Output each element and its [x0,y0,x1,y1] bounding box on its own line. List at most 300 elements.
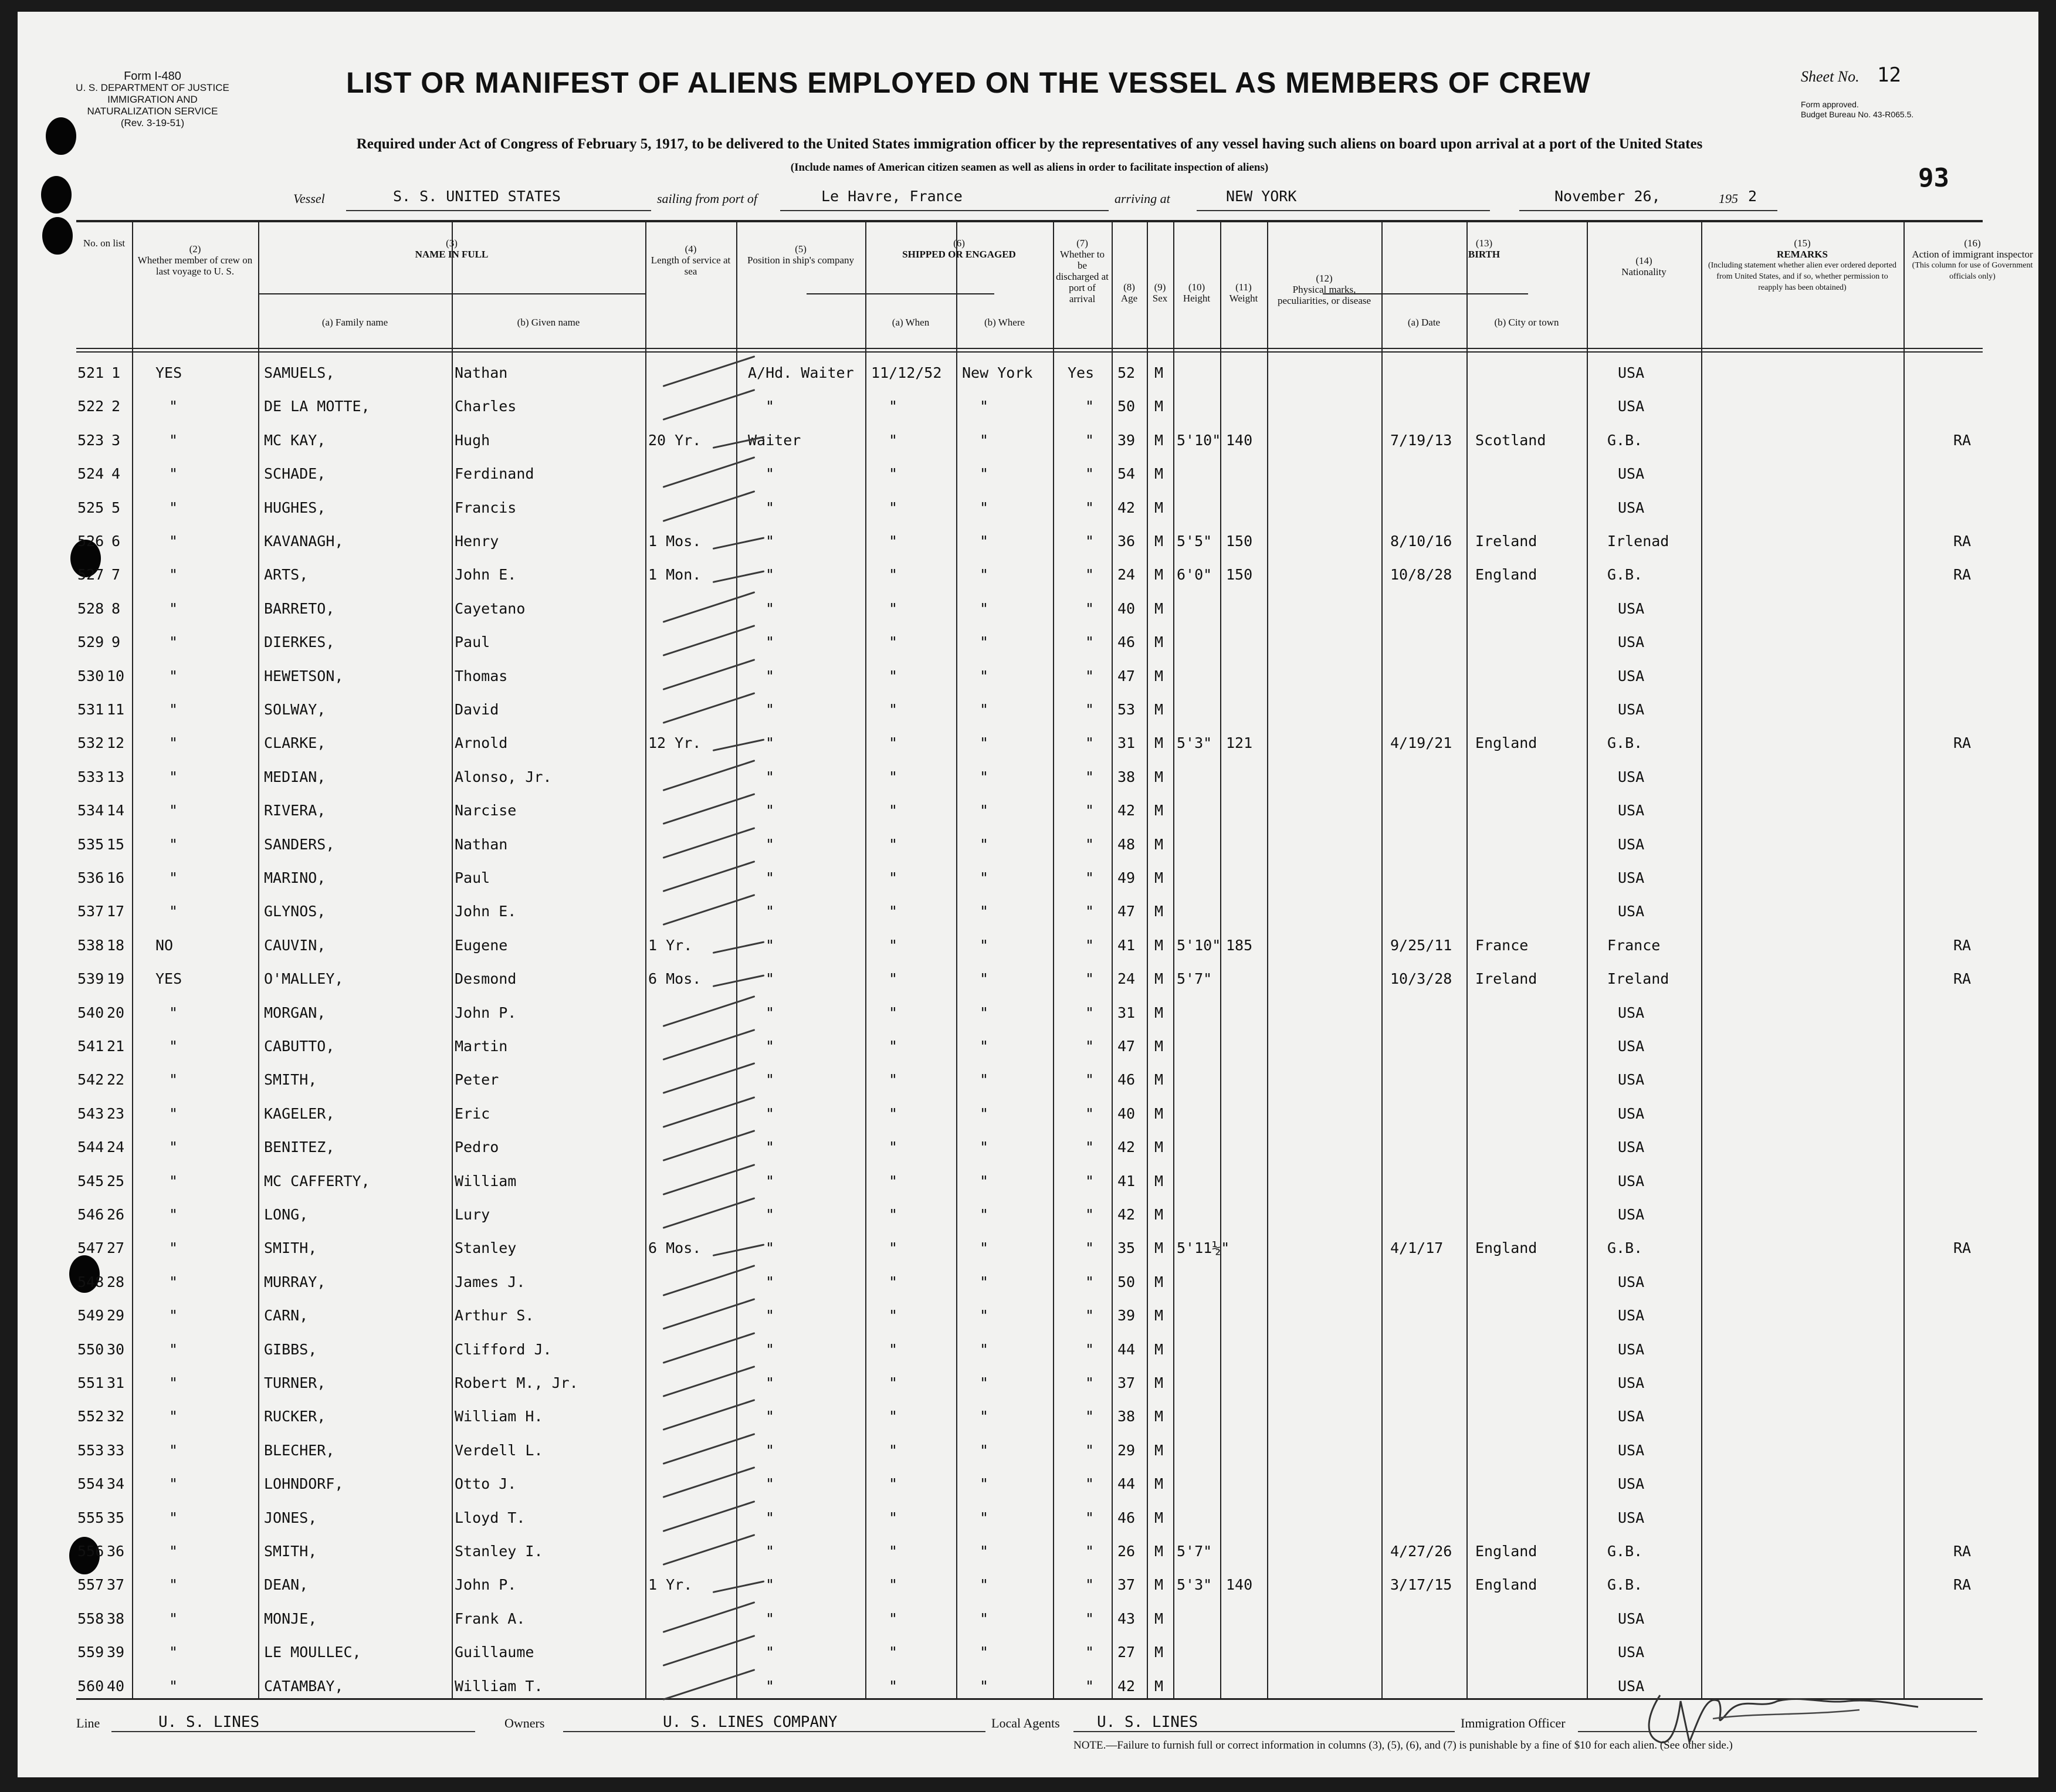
cell-discharged: " [1085,667,1095,685]
cell-n: 26 [107,1206,125,1223]
cell-nat: USA [1618,1105,1645,1122]
cell-nat: G.B. [1607,431,1643,449]
cell-no: 544 [77,1139,104,1156]
cell-no: 522 [77,398,104,415]
check-mark-stroke [663,355,756,387]
service-name: IMMIGRATION AND NATURALIZATION SERVICE [87,94,218,117]
header-text: (2) [189,243,201,255]
cell-given: Cayetano [455,599,526,617]
cell-sex: M [1154,465,1164,483]
cell-age: 35 [1117,1239,1136,1257]
cell-height: 5'7" [1177,970,1212,988]
cell-discharged: " [1085,734,1095,752]
cell-service: 1 Yr. [648,936,693,954]
owners-value: U. S. LINES COMPANY [663,1713,838,1731]
cell-age: 44 [1117,1475,1136,1493]
cell-when: 11/12/52 [871,364,942,381]
cell-sex: M [1154,936,1164,954]
cell-discharged: " [1085,903,1095,920]
cell-bcity: Ireland [1475,970,1537,988]
cell-discharged: " [1085,398,1095,415]
cell-last: " [169,499,178,516]
cell-when: " [889,1441,898,1459]
header-text: Age [1120,293,1138,304]
cell-family: MORGAN, [264,1004,326,1021]
cell-service: 1 Mos. [648,533,702,550]
cell-when: " [889,1374,898,1391]
cell-where: " [980,734,989,752]
cell-nat: USA [1618,768,1645,785]
cell-family: DEAN, [264,1576,309,1594]
cell-discharged: " [1085,1677,1095,1695]
table-row [76,625,1983,659]
cell-where: " [980,533,989,550]
cell-last: " [169,1374,178,1391]
header-text: (b) Given name [517,317,580,328]
cell-action: RA [1953,734,1972,752]
revision: (Rev. 3-19-51) [120,117,185,128]
cell-height: 5'7" [1177,1543,1212,1560]
cell-n: 27 [107,1239,125,1257]
cell-family: LOHNDORF, [264,1475,344,1493]
cell-when: " [889,1172,898,1190]
table-row [76,929,1983,962]
check-mark-stroke [663,1601,756,1633]
cell-family: CLARKE, [264,734,326,752]
cell-when: " [889,1408,898,1425]
cell-n: 15 [107,835,125,853]
check-mark-stroke [663,1197,756,1229]
cell-n: 36 [107,1543,125,1560]
cell-position: " [766,1273,775,1290]
cell-sex: M [1154,634,1164,651]
cell-bdate: 4/1/17 [1390,1239,1444,1257]
cell-last: " [169,1004,178,1021]
table-row [76,760,1983,794]
header-text: (This column for use of Government officials only) [1912,261,2033,281]
cell-discharged: " [1085,1307,1095,1324]
page-title: LIST OR MANIFEST OF ALIENS EMPLOYED ON THE VESSEL AS MEMBERS OF CREW [346,66,1591,99]
table-row [76,895,1983,928]
cell-sex: M [1154,499,1164,516]
cell-when: " [889,734,898,752]
cell-discharged: " [1085,869,1095,886]
cell-n: 25 [107,1172,125,1190]
check-mark-stroke [713,537,765,550]
vessel-label: Vessel [293,191,325,206]
check-mark-stroke [713,739,765,752]
cell-last: " [169,667,178,685]
header-text: (a) Date [1407,317,1441,328]
check-mark-stroke [663,1298,756,1330]
cell-where: " [980,903,989,920]
cell-age: 24 [1117,970,1136,988]
cell-family: LONG, [264,1206,309,1223]
header-text: (9) [1154,282,1166,293]
cell-position: " [766,533,775,550]
cell-age: 41 [1117,936,1136,954]
cell-position: " [766,398,775,415]
cell-given: Thomas [455,667,508,685]
cell-where: " [980,1543,989,1560]
cell-position: A/Hd. Waiter [748,364,854,381]
cell-family: SOLWAY, [264,701,326,718]
cell-nat: G.B. [1607,734,1643,752]
cell-nat: USA [1618,1610,1645,1627]
cell-family: RIVERA, [264,802,326,819]
cell-given: Eric [455,1105,490,1122]
include-note: (Include names of American citizen seamen as well as aliens in order to facilitate inspection of aliens) [790,161,1269,174]
cell-discharged: " [1085,802,1095,819]
cell-sex: M [1154,1139,1164,1156]
check-mark-stroke [663,591,756,623]
cell-where: " [980,465,989,483]
table-row [76,524,1983,558]
cell-nat: USA [1618,835,1645,853]
cell-bcity: Scotland [1475,431,1546,449]
cell-sex: M [1154,398,1164,415]
cell-last: " [169,1071,178,1089]
table-row [76,1333,1983,1366]
check-mark-stroke [663,389,756,421]
arriving-label: arriving at [1115,191,1170,206]
header-shipped-where [958,317,1051,328]
cell-weight: 150 [1226,566,1253,584]
cell-no: 554 [77,1475,104,1493]
cell-position: " [766,1071,775,1089]
cell-position: " [766,1543,775,1560]
table-row [76,693,1983,726]
cell-position: " [766,634,775,651]
cell-sex: M [1154,364,1164,381]
cell-height: 5'11½" [1177,1239,1230,1257]
cell-nat: G.B. [1607,1239,1643,1257]
cell-no: 556 [77,1543,104,1560]
cell-given: Nathan [455,835,508,853]
cell-sex: M [1154,1677,1164,1695]
cell-sex: M [1154,533,1164,550]
cell-nat: USA [1618,1206,1645,1223]
cell-nat: Irlenad [1607,533,1669,550]
cell-n: 24 [107,1139,125,1156]
cell-service: 12 Yr. [648,734,702,752]
cell-no: 535 [77,835,104,853]
cell-bcity: England [1475,734,1537,752]
cell-discharged: " [1085,768,1095,785]
header-text: Nationality [1621,266,1667,277]
cell-last: " [169,1038,178,1055]
cell-where: " [980,869,989,886]
cell-n: 14 [107,802,125,819]
cell-last: " [169,1273,178,1290]
header-text: (16) [1964,238,1981,249]
cell-position: " [766,734,775,752]
cell-sex: M [1154,903,1164,920]
cell-sex: M [1154,1273,1164,1290]
check-mark-stroke [663,1332,756,1364]
cell-discharged: " [1085,835,1095,853]
cell-position: " [766,835,775,853]
cell-no: 542 [77,1071,104,1089]
cell-n: 21 [107,1038,125,1055]
arriving-underline [1197,210,1490,211]
cell-position: " [766,465,775,483]
check-mark-stroke [663,793,756,825]
cell-position: " [766,869,775,886]
cell-nat: USA [1618,903,1645,920]
cell-given: Eugene [455,936,508,954]
cell-discharged: " [1085,1139,1095,1156]
cell-no: 538 [77,936,104,954]
cell-when: " [889,1576,898,1594]
cell-given: Peter [455,1071,499,1089]
cell-discharged: " [1085,465,1095,483]
cell-n: 1 [111,364,121,381]
cell-position: Waiter [748,431,801,449]
cell-n: 7 [111,566,121,584]
cell-discharged: Yes [1068,364,1095,381]
cell-family: BLECHER, [264,1441,335,1459]
table-row [76,1501,1983,1534]
cell-no: 521 [77,364,104,381]
cell-bdate: 9/25/11 [1390,936,1452,954]
header-text: (11) [1235,282,1252,293]
cell-given: Nathan [455,364,508,381]
table-row [76,1164,1983,1198]
year-digit: 2 [1748,188,1757,205]
cell-sex: M [1154,599,1164,617]
check-mark-stroke [663,1130,756,1161]
cell-where: " [980,1677,989,1695]
table-row [76,1602,1983,1635]
header-text: (a) When [892,317,930,328]
header-text: (3) [446,238,458,249]
cell-discharged: " [1085,1509,1095,1526]
cell-last: " [169,533,178,550]
cell-position: " [766,566,775,584]
cell-n: 9 [111,634,121,651]
cell-position: " [766,768,775,785]
cell-family: MONJE, [264,1610,317,1627]
cell-last: YES [155,970,182,988]
cell-age: 42 [1117,1206,1136,1223]
cell-nat: USA [1618,398,1645,415]
cell-discharged: " [1085,431,1095,449]
cell-no: 551 [77,1374,104,1391]
cell-bcity: England [1475,1576,1537,1594]
cell-family: CATAMBAY, [264,1677,344,1695]
cell-where: " [980,1408,989,1425]
cell-nat: USA [1618,1644,1645,1661]
header-shipped-engaged [868,238,1051,260]
cell-position: " [766,1610,775,1627]
cell-last: " [169,903,178,920]
header-text: Weight [1229,293,1258,304]
header-position [739,243,863,266]
cell-position: " [766,667,775,685]
cell-when: " [889,1105,898,1122]
cell-position: " [766,1340,775,1358]
cell-nat: USA [1618,1038,1645,1055]
cell-no: 534 [77,802,104,819]
check-mark-stroke [663,1466,756,1498]
cell-position: " [766,1576,775,1594]
cell-when: " [889,1139,898,1156]
cell-family: SMITH, [264,1543,317,1560]
cell-discharged: " [1085,634,1095,651]
header-text: (b) City or town [1494,317,1559,328]
cell-given: Guillaume [455,1644,534,1661]
cell-nat: Ireland [1607,970,1669,988]
cell-sex: M [1154,1543,1164,1560]
check-mark-stroke [713,571,765,584]
cell-nat: France [1607,936,1661,954]
header-weight [1222,282,1265,304]
header-text: BIRTH [1468,249,1500,260]
cell-sex: M [1154,1374,1164,1391]
table-row [76,659,1983,693]
arrival-date: November 26, [1554,188,1661,205]
cell-where: " [980,1206,989,1223]
cell-discharged: " [1085,1576,1095,1594]
check-mark-stroke [663,625,756,656]
header-sex [1149,282,1171,304]
cell-last: " [169,1576,178,1594]
cell-nat: USA [1618,1139,1645,1156]
cell-n: 16 [107,869,125,886]
cell-service: 6 Mos. [648,1239,702,1257]
cell-given: Paul [455,869,490,886]
cell-bcity: Ireland [1475,533,1537,550]
cell-discharged: " [1085,1206,1095,1223]
cell-n: 23 [107,1105,125,1122]
cell-n: 30 [107,1340,125,1358]
cell-bdate: 10/3/28 [1390,970,1452,988]
cell-given: Pedro [455,1139,499,1156]
date-underline [1519,210,1777,211]
cell-last: " [169,1172,178,1190]
cell-last: " [169,869,178,886]
check-mark-stroke [663,1500,756,1532]
cell-height: 6'0" [1177,566,1212,584]
cell-given: Clifford J. [455,1340,552,1358]
cell-position: " [766,1172,775,1190]
cell-given: John P. [455,1576,517,1594]
cell-where: " [980,1374,989,1391]
cell-no: 524 [77,465,104,483]
cell-n: 17 [107,903,125,920]
cell-n: 13 [107,768,125,785]
cell-given: William H. [455,1408,543,1425]
cell-nat: USA [1618,1273,1645,1290]
header-text: (13) [1475,238,1493,249]
cell-weight: 140 [1226,431,1253,449]
cell-where: " [980,1340,989,1358]
cell-discharged: " [1085,499,1095,516]
cell-family: GIBBS, [264,1340,317,1358]
check-mark-stroke [663,1669,756,1700]
header-birth [1384,238,1584,260]
cell-no: 541 [77,1038,104,1055]
cell-given: Stanley I. [455,1543,543,1560]
cell-weight: 185 [1226,936,1253,954]
cell-n: 33 [107,1441,125,1459]
cell-no: 552 [77,1408,104,1425]
cell-where: " [980,802,989,819]
sailing-port: Le Havre, France [821,188,963,205]
cell-position: " [766,1475,775,1493]
cell-bcity: France [1475,936,1529,954]
cell-position: " [766,1677,775,1695]
table-row [76,1063,1983,1096]
cell-sex: M [1154,566,1164,584]
sheet-number: 12 [1877,63,1901,87]
cell-where: " [980,398,989,415]
cell-n: 2 [111,398,121,415]
cell-position: " [766,970,775,988]
cell-when: " [889,499,898,516]
cell-n: 29 [107,1307,125,1324]
cell-where: " [980,1105,989,1122]
cell-last: " [169,1677,178,1695]
agents-label: Local Agents [991,1716,1060,1730]
cell-position: " [766,802,775,819]
cell-family: TURNER, [264,1374,326,1391]
header-last-voyage [134,243,256,277]
cell-given: Robert M., Jr. [455,1374,578,1391]
cell-position: " [766,1509,775,1526]
form-number: Form I-480 [124,70,181,83]
cell-last: " [169,1206,178,1223]
cell-family: MC KAY, [264,431,326,449]
cell-position: " [766,1307,775,1324]
cell-last: " [169,634,178,651]
cell-given: William [455,1172,517,1190]
cell-nat: G.B. [1607,1576,1643,1594]
table-row [76,1400,1983,1433]
cell-last: " [169,835,178,853]
agents-underline [1073,1731,1455,1732]
owners-label: Owners [504,1716,545,1730]
header-text: No. on list [83,238,126,249]
cell-when: " [889,869,898,886]
cell-discharged: " [1085,1408,1095,1425]
cell-nat: USA [1618,1509,1645,1526]
header-text: NAME IN FULL [415,249,489,260]
cell-n: 28 [107,1273,125,1290]
header-text: (7) [1076,238,1088,249]
agents-value: U. S. LINES [1097,1713,1198,1731]
cell-family: CABUTTO, [264,1038,335,1055]
cell-given: Charles [455,398,517,415]
sailing-label: sailing from port of [657,191,757,206]
crew-table [76,220,2033,1698]
cell-action: RA [1953,1576,1972,1594]
cell-when: " [889,1071,898,1089]
cell-position: " [766,1004,775,1021]
cell-position: " [766,1239,775,1257]
cell-n: 38 [107,1610,125,1627]
cell-sex: M [1154,701,1164,718]
cell-position: " [766,499,775,516]
cell-age: 52 [1117,364,1136,381]
table-row [76,457,1983,490]
cell-where: " [980,970,989,988]
cell-age: 47 [1117,1038,1136,1055]
header-text: Sex [1152,293,1168,304]
cell-where: " [980,701,989,718]
cell-n: 19 [107,970,125,988]
